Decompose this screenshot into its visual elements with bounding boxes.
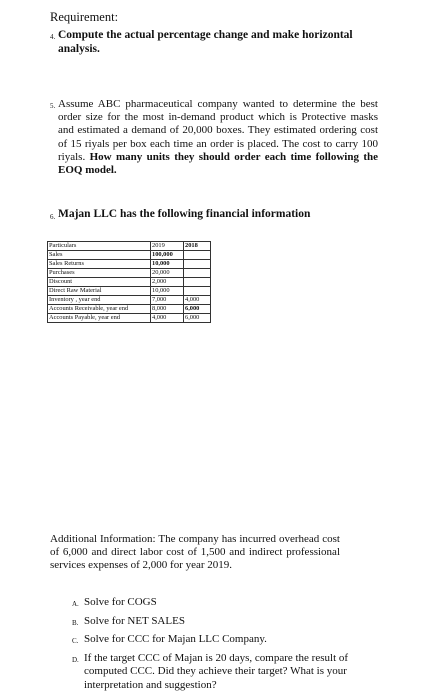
table-cell: Sales: [48, 251, 151, 260]
table-cell: Accounts Payable, year end: [48, 314, 151, 323]
additional-information: Additional Information: The company has incurred overhead cost of 6,000 and direct labor cost of 1,500 and indirect professional services expenses of 2,000 for year 2019.: [50, 533, 340, 572]
table-cell: [184, 287, 211, 296]
table-row: [48, 287, 211, 296]
subquestion-list: [72, 596, 372, 697]
list-item: [72, 652, 372, 692]
table-cell: 2,000: [151, 278, 184, 287]
list-item-text: Solve for COGS: [84, 596, 157, 608]
question-4-number: 4.: [50, 33, 56, 41]
table-cell: 10,000: [151, 287, 184, 296]
list-item: [72, 596, 372, 609]
table-cell: 6,000: [184, 314, 211, 323]
list-item-letter: D.: [72, 656, 79, 665]
question-6-text: Majan LLC has the following financial information: [58, 208, 311, 220]
requirement-heading: Requirement:: [50, 10, 119, 24]
table-cell: 100,000: [151, 251, 184, 260]
table-cell: 20,000: [151, 269, 184, 278]
table-cell: Discount: [48, 278, 151, 287]
list-item-text: If the target CCC of Majan is 20 days, compare the result of computed CCC. Did they achieve their target? What is your interpretation and suggestion?: [84, 652, 349, 691]
list-item-letter: A.: [72, 600, 79, 608]
table-header-cell: 2019: [151, 242, 184, 251]
table-cell: 10,000: [151, 260, 184, 269]
table-row: [48, 296, 211, 305]
table-row: [48, 314, 211, 323]
table-row: [48, 269, 211, 278]
table-cell: Purchases: [48, 269, 151, 278]
question-5-number: 5.: [50, 102, 56, 110]
table-cell: Accounts Receivable, year end: [48, 305, 151, 314]
table-cell: [184, 251, 211, 260]
table-cell: 4,000: [151, 314, 184, 323]
table-cell: 4,000: [184, 296, 211, 305]
table-row: [48, 305, 211, 314]
list-item-letter: B.: [72, 618, 79, 627]
question-5-bold: How many units they should order each time following the EOQ model.: [58, 150, 379, 177]
question-5-text: [58, 98, 378, 177]
list-item-text: Solve for CCC for Majan LLC Company.: [84, 633, 267, 646]
table-row: [48, 251, 211, 260]
table-header-cell: 2018: [184, 242, 211, 251]
table-row: [48, 260, 211, 269]
question-6-number: 6.: [50, 213, 56, 221]
table-cell: 6,000: [184, 305, 211, 314]
table-cell: Direct Raw Material: [48, 287, 151, 296]
table-cell: Sales Returns: [48, 260, 151, 269]
table-header-row: [48, 242, 211, 251]
question-5-plain: Assume ABC pharmaceutical company wanted to determine the best order size for the most in-demand product which is Protective masks and estimated a demand of 20,000 boxes. They estimated ordering cost of 15 riyals per box each time an order is placed. The cost to carry 100 riyals.: [58, 98, 378, 163]
table-header-cell: Particulars: [48, 242, 151, 251]
table-cell: [184, 269, 211, 278]
list-item: [72, 615, 372, 628]
financial-table: [47, 241, 211, 323]
table-row: [48, 278, 211, 287]
question-4-text: Compute the actual percentage change and make horizontal analysis.: [58, 29, 353, 55]
table-cell: Inventory , year end: [48, 296, 151, 305]
list-item-text: Solve for NET SALES: [84, 614, 185, 627]
table-cell: 7,000: [151, 296, 184, 305]
list-item: [72, 633, 372, 646]
table-cell: 8,000: [151, 305, 184, 314]
list-item-letter: C.: [72, 637, 79, 646]
table-cell: [184, 260, 211, 269]
table-cell: [184, 278, 211, 287]
